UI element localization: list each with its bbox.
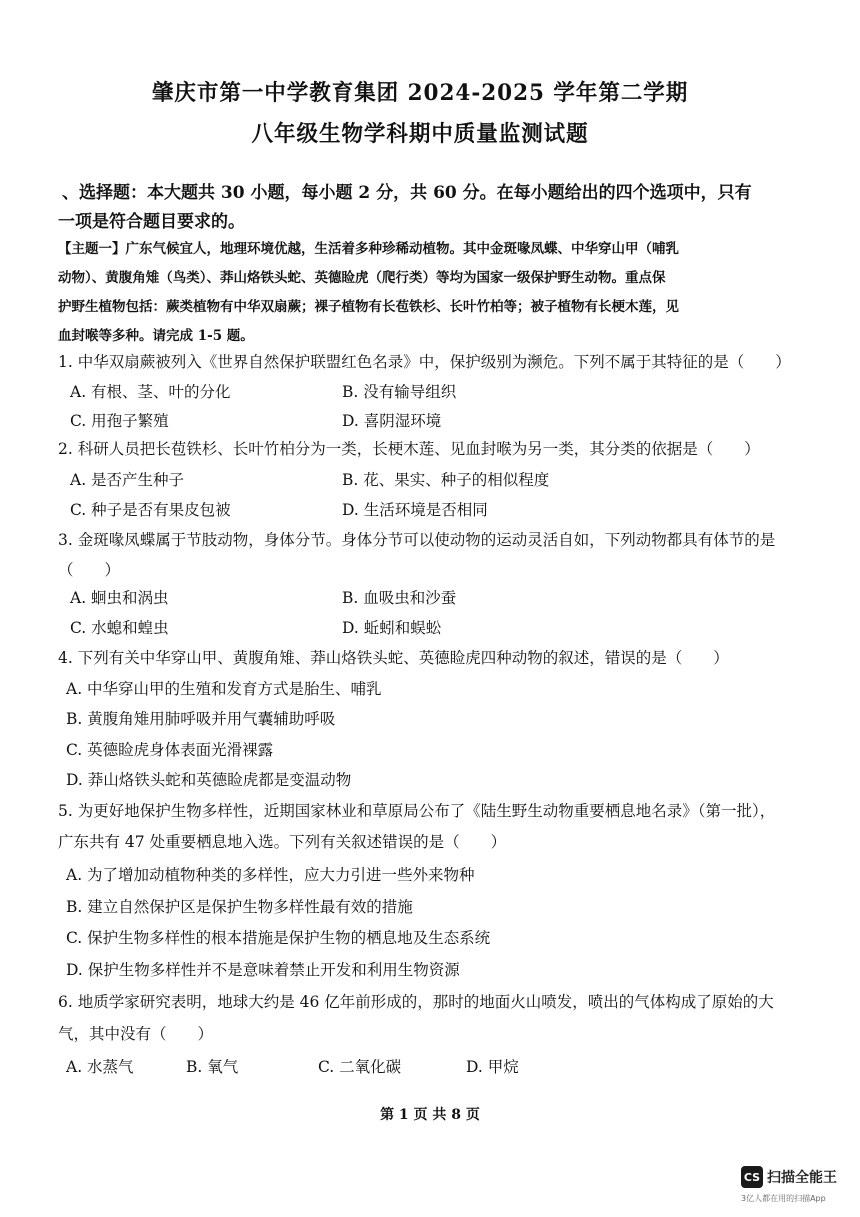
q5-option-c: C. 保护生物多样性的根本措施是保护生物的栖息地及生态系统 [66, 929, 491, 947]
q1-stem: 1. 中华双扇蕨被列入《世界自然保护联盟红色名录》中，保护级别为濒危。下列不属于其特征的是（ ） [58, 353, 791, 371]
q6-option-c: C. 二氧化碳 [318, 1058, 402, 1076]
watermark-app-name: 扫描全能王 [767, 1170, 837, 1186]
q2-option-a: A. 是否产生种子 [70, 471, 185, 489]
section-instruction-line1: 、选择题：本大题共 30 小题，每小题 2 分，共 60 分。在每小题给出的四个选项中，只有 [62, 183, 752, 203]
q3-stem-line1: 3. 金斑喙凤蝶属于节肢动物，身体分节。身体分节可以使动物的运动灵活自如，下列动物都具有体节的是 [58, 531, 776, 549]
camscanner-logo-icon: CS [741, 1166, 763, 1188]
exam-title-line1: 肇庆市第一中学教育集团 2024-2025 学年第二学期 [151, 80, 689, 106]
q1-option-d: D. 喜阴湿环境 [342, 412, 442, 430]
q2-option-b: B. 花、果实、种子的相似程度 [342, 471, 550, 489]
q3-option-d: D. 蚯蚓和蜈蚣 [342, 619, 442, 637]
q1-option-a: A. 有根、茎、叶的分化 [70, 383, 231, 401]
q5-stem-line1: 5. 为更好地保护生物多样性，近期国家林业和草原局公布了《陆生野生动物重要栖息地名录》（第一批）， [58, 802, 776, 820]
q5-stem-line2: 广东共有 47 处重要栖息地入选。下列有关叙述错误的是（ ） [58, 833, 507, 851]
q5-option-b: B. 建立自然保护区是保护生物多样性最有效的措施 [66, 898, 413, 916]
q6-stem-line2: 气，其中没有（ ） [58, 1025, 214, 1043]
exam-title-line2: 八年级生物学科期中质量监测试题 [251, 121, 589, 147]
q3-option-a: A. 蛔虫和涡虫 [70, 589, 169, 607]
page-number: 第 1 页 共 8 页 [380, 1107, 480, 1123]
theme-line-3: 护野生植物包括：蕨类植物有中华双扇蕨；裸子植物有长苞铁杉、长叶竹柏等；被子植物有长梗木莲，见 [58, 299, 679, 315]
q6-option-a: A. 水蒸气 [66, 1058, 134, 1076]
q6-option-d: D. 甲烷 [466, 1058, 519, 1076]
q2-option-c: C. 种子是否有果皮包被 [70, 501, 231, 519]
section-instruction-line2: 一项是符合题目要求的。 [58, 212, 245, 232]
q1-option-c: C. 用孢子繁殖 [70, 412, 169, 430]
theme-line-1: 【主题一】广东气候宜人，地理环境优越，生活着多种珍稀动植物。其中金斑喙凤蝶、中华穿山甲（哺乳 [58, 241, 679, 257]
q6-stem-line1: 6. 地质学家研究表明，地球大约是 46 亿年前形成的，那时的地面火山喷发，喷出的气体构成了原始的大 [58, 993, 774, 1011]
watermark-slogan: 3亿人都在用的扫描App [741, 1194, 826, 1203]
q5-option-a: A. 为了增加动植物种类的多样性，应大力引进一些外来物种 [66, 866, 475, 884]
q4-option-c: C. 英德睑虎身体表面光滑裸露 [66, 741, 274, 759]
q2-option-d: D. 生活环境是否相同 [342, 501, 488, 519]
q6-option-b: B. 氧气 [186, 1058, 239, 1076]
q4-option-b: B. 黄腹角雉用肺呼吸并用气囊辅助呼吸 [66, 710, 336, 728]
q5-option-d: D. 保护生物多样性并不是意味着禁止开发和利用生物资源 [66, 961, 460, 979]
q4-option-a: A. 中华穿山甲的生殖和发育方式是胎生、哺乳 [66, 680, 382, 698]
theme-line-4: 血封喉等多种。请完成 1-5 题。 [58, 328, 254, 344]
q3-stem-line2: （ ） [58, 561, 121, 579]
q3-option-b: B. 血吸虫和沙蚕 [342, 589, 457, 607]
q3-option-c: C. 水螅和蝗虫 [70, 619, 169, 637]
scanner-watermark [741, 1166, 849, 1206]
q4-stem: 4. 下列有关中华穿山甲、黄腹角雉、莽山烙铁头蛇、英德睑虎四种动物的叙述，错误的是（ ） [58, 649, 729, 667]
q2-stem: 2. 科研人员把长苞铁杉、长叶竹柏分为一类，长梗木莲、见血封喉为另一类，其分类的依据是（ ） [58, 440, 760, 458]
theme-line-2: 动物）、黄腹角雉（鸟类）、莽山烙铁头蛇、英德睑虎（爬行类）等均为国家一级保护野生动物。重点保 [58, 270, 666, 286]
q1-option-b: B. 没有输导组织 [342, 383, 457, 401]
q4-option-d: D. 莽山烙铁头蛇和英德睑虎都是变温动物 [66, 771, 352, 789]
